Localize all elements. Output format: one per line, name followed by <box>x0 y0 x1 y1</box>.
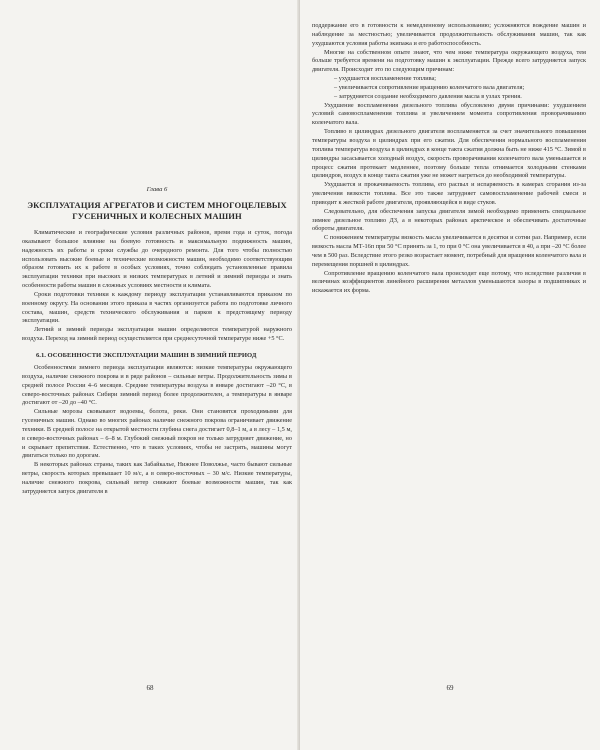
paragraph: поддержание его в готовности к немедленному использованию; усложняются вождение машин и наблюдение за местностью; увеличивается продолжительность обслуживания машин, так как ухудшаются условия работы экипажа и его работоспособность. <box>312 22 586 47</box>
paragraph: Многие на собственном опыте знают, что чем ниже температура окружающего воздуха, тем больше требуется времени на подготовку машин к эксплуатации. Прежде всего затрудняется запуск двигателя. Происходит это по следующим причинам: <box>312 48 586 74</box>
paragraph: Сильные морозы сковывают водоемы, болота, реки. Они становятся проходимыми для гусеничных машин. Однако во многих районах наличие снежного покрова ограничивает движение техники. В средней полосе на открытой местности глубина снега достигает 0,8–1 м, а в лесу – 1,5 м, в северо-восточных районах – 6–8 м. Глубокий снежный покров не только затрудняет движение, но и скрывает препятствия. Естественно, что в таких условиях, чтобы не застрять, машины могут двигаться только по дорогам. <box>22 408 292 460</box>
paragraph: Следовательно, для обеспечения запуска двигателя зимой необходимо применять специальное зимнее дизельное топливо ДЗ, а в некоторых районах арктическое и обеспечивать достаточные обороты двигателя. <box>312 207 586 233</box>
list-item: – увеличивается сопротивление вращению коленчатого вала двигателя; <box>334 83 525 91</box>
paragraph: Ухудшение воспламенения дизельного топлива обусловлено двумя причинами: ухудшением условий самовоспламенения топлива и увеличением момента сопротивления проворачиванию коленчатого вала. <box>312 101 586 127</box>
reasons-list <box>312 75 586 102</box>
chapter-title: ЭКСПЛУАТАЦИЯ АГРЕГАТОВ И СИСТЕМ МНОГОЦЕЛЕВЫХ ГУСЕНИЧНЫХ И КОЛЕСНЫХ МАШИН <box>27 200 287 221</box>
paragraph: В некоторых районах страны, таких как Забайкалье, Нижнее Поволжье, часто бывают сильные ветры, скорость которых превышает 10 м/с, а в северо-восточных – 30 м/с. Низкие температуры, наличие снежного покрова, сильный ветер снижают боевые возможности машин, так как затрудняется запуск двигателя в <box>22 461 292 495</box>
paragraph: С понижением температуры вязкость масла увеличивается в десятки и сотни раз. Например, если вязкость масла МТ-16п при 50 °C принять за 1, то при 0 °C она увеличивается в 40, а при –20 °C более чем в 500 раз. Вследствие этого резко возрастает момент, потребный для вращения коленчатого вала и перемещения поршней в цилиндрах. <box>312 234 586 268</box>
list-item: – ухудшается воспламенение топлива; <box>334 75 437 83</box>
page-number: 69 <box>446 684 454 692</box>
paragraph: Ухудшается и прокачиваемость топлива, его распыл и испаряемость в камерах сгорания из-за увеличения вязкости топлива. Все это также затрудняет самовоспламенение рабочей смеси и приводит к жесткой работе двигателя, проявляющейся в виде стуков. <box>312 181 586 206</box>
paragraph: Летний и зимний периоды эксплуатации машин определяются температурой наружного воздуха. Переход на зимний период осуществляется при среднесуточной температуре ниже +5 °C. <box>22 326 292 343</box>
right-page <box>300 0 600 750</box>
chapter-label: Глава 6 <box>146 186 168 193</box>
section-title: 6.1. ОСОБЕННОСТИ ЭКСПЛУАТАЦИИ МАШИН В ЗИМНИЙ ПЕРИОД <box>36 351 257 359</box>
paragraph: Климатические и географические условия различных районов, время года и суток, погода оказывают большое влияние на боевую готовность и максимальную подвижность машин, надежность их работы и сроки службы до очередного ремонта. Для того чтобы полностью использовать высокие боевые и технические возможности машин, необходимо соответствующим образом готовить их к работе в особых условиях, точно соблюдать установленные правила эксплуатации техники при высоких и низких температурах в летний и зимний периоды и знать особенности работы машин в сложных условиях местности и климата. <box>22 229 292 290</box>
paragraph: Особенностями зимнего периода эксплуатации являются: низкие температуры окружающего воздуха, наличие снежного покрова и в ряде районов – сильные ветры. Продолжительность зимы в средней полосе России 4–6 месяцев. Средние температуры воздуха в январе достигают –20 °C, в северо-восточных районах Сибири зимний период более продолжителен, а температуры в январе достигают от –20 до –40 °C. <box>22 363 292 407</box>
paragraph: Топливо в цилиндрах дизельного двигателя воспламеняется за счет значительного повышения температуры воздуха в цилиндрах при его сжатии. Для обеспечения нормального воспламенения топлива температура воздуха в цилиндрах в конце такта сжатия должна быть не ниже 415 °C. Зимой в цилиндры засасывается холодный воздух, скорость проворачивания коленчатого вала уменьшается и процесс сжатия протекает медленнее, поэтому больше тепла отнимается холодными стенками цилиндров, воздух в конце такта сжатия уже не может нагреться до необходимой температуры. <box>312 128 586 180</box>
list-item: – затрудняется создание необходимого давления масла в узлах трения. <box>334 92 522 100</box>
page-number: 68 <box>146 684 154 692</box>
paragraph: Сроки подготовки техники к каждому периоду эксплуатации устанавливаются приказом по военному округу. На основании этого приказа в частях организуется работа по подготовке личного состава, машин, средств технического обслуживания и парков к предстоящему периоду эксплуатации. <box>22 290 292 325</box>
paragraph: Сопротивление вращению коленчатого вала происходит еще потому, что вследствие различия в величинах коэффициентов линейного расширения металлов уменьшаются зазоры в подшипниках и искажается их форма. <box>312 269 586 295</box>
